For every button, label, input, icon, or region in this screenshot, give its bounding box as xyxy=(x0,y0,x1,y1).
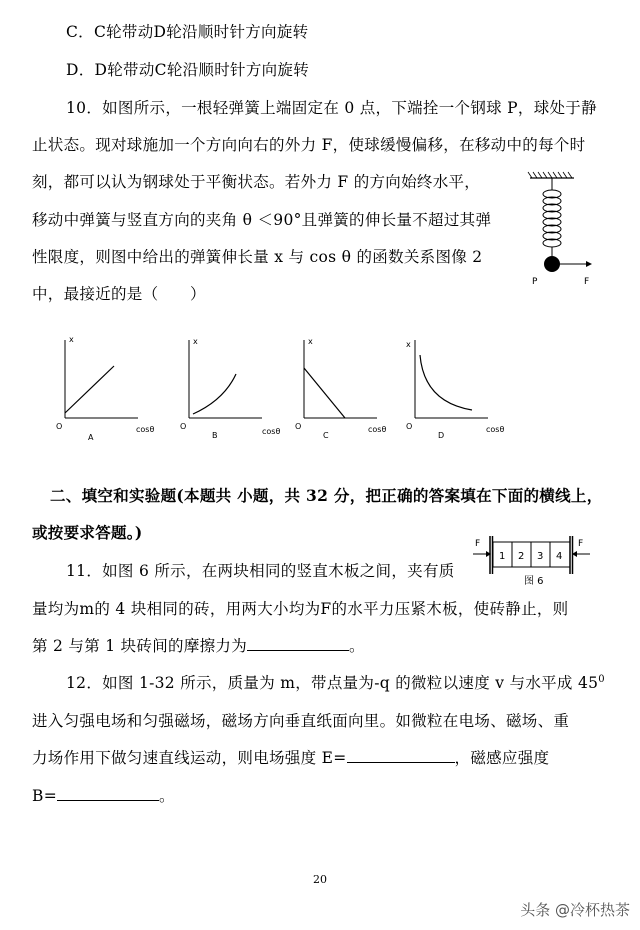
q10-line-2: 止状态。现对球施加一个方向向右的外力 F，使球缓慢偏移，在移动中的每个时 xyxy=(32,136,586,154)
steel-ball xyxy=(544,256,560,272)
y-label-d: x xyxy=(406,340,411,349)
q11-line-1: 11．如图 6 所示，在两块相同的竖直木板之间，夹有质 xyxy=(66,562,455,580)
y-label-b: x xyxy=(193,337,198,346)
option-c: C．C轮带动D轮沿顺时针方向旋转 xyxy=(66,23,309,41)
brick-1: 1 xyxy=(499,551,506,562)
option-label-c: C xyxy=(323,431,329,440)
q12-line-3 xyxy=(32,746,549,768)
q11-answer-blank[interactable] xyxy=(247,634,349,651)
force-right-label: F xyxy=(578,539,584,549)
origin-b: O xyxy=(180,422,187,431)
x-label-c: cosθ xyxy=(368,425,387,434)
q10-line-4: 移动中弹簧与竖直方向的夹角 θ ＜90°且弹簧的伸长量不超过其弹 xyxy=(32,211,492,229)
brick-3: 3 xyxy=(537,551,544,562)
q10-line-6: 中，最接近的是（ ） xyxy=(32,285,206,303)
q11-line-3-end: 。 xyxy=(349,637,365,655)
spring-figure xyxy=(522,168,602,293)
q12-line-1 xyxy=(66,671,605,693)
option-label-d: D xyxy=(438,431,445,440)
q12-b-answer-blank[interactable] xyxy=(57,784,159,801)
graph-d xyxy=(400,330,530,445)
q11-line-3 xyxy=(32,634,365,656)
label-p: P xyxy=(532,277,538,287)
graph-a xyxy=(50,330,180,445)
x-label-a: cosθ xyxy=(136,425,155,434)
q12-line-4-end: 。 xyxy=(158,787,175,805)
watermark: 头条 @冷杯热茶 xyxy=(520,901,630,919)
curve-c xyxy=(304,368,345,418)
q12-line-1-text: 12．如图 1-32 所示，质量为 m，带点量为-q 的微粒以速度 v 与水平成 45 xyxy=(66,674,599,692)
spring-coil xyxy=(543,190,561,247)
option-label-b: B xyxy=(212,431,218,440)
y-label-a: x xyxy=(69,335,74,344)
q12-line-3-mid: ，磁感应强度 xyxy=(454,749,550,767)
graph-b xyxy=(174,330,304,445)
origin-c: O xyxy=(295,422,302,431)
page-number: 20 xyxy=(313,873,327,886)
y-label-c: x xyxy=(308,337,313,346)
q12-line-3-text: 力场作用下做匀速直线运动，则电场强度 E= xyxy=(32,749,347,767)
label-f: F xyxy=(584,277,590,287)
q10-line-3: 刻，都可以认为钢球处于平衡状态。若外力 F 的方向始终水平， xyxy=(32,173,481,191)
curve-b xyxy=(193,374,236,414)
section-2-heading: 二、填空和实验题(本题共 小题，共 32 分，把正确的答案填在下面的横线上， xyxy=(50,486,603,505)
x-label-b: cosθ xyxy=(262,427,281,436)
q12-line-4 xyxy=(32,784,175,806)
q12-line-4-text: B= xyxy=(32,787,57,805)
force-left-label: F xyxy=(475,539,481,549)
q10-line-5: 性限度，则图中给出的弹簧伸长量 x 与 cos θ 的函数关系图像 2 xyxy=(32,248,483,266)
brick-figure xyxy=(470,532,600,588)
brick-4: 4 xyxy=(556,551,563,562)
origin-a: O xyxy=(56,422,63,431)
q11-line-3-text: 第 2 与第 1 块砖间的摩擦力为 xyxy=(32,637,248,655)
option-d: D．D轮带动C轮沿顺时针方向旋转 xyxy=(66,61,310,79)
q11-line-2: 量均为m的 4 块相同的砖，用两大小均为F的水平力压紧木板，使砖静止，则 xyxy=(32,600,569,618)
x-label-d: cosθ xyxy=(486,425,505,434)
section-2-heading-cont: 或按要求答题。) xyxy=(32,523,143,542)
curve-a xyxy=(65,366,114,413)
q12-e-answer-blank[interactable] xyxy=(347,746,455,763)
curve-d xyxy=(420,355,472,410)
figure-6-caption: 图 6 xyxy=(524,576,544,587)
q12-degree-sup: 0 xyxy=(598,673,605,685)
q12-line-2: 进入匀强电场和匀强磁场，磁场方向垂直纸面向里。如微粒在电场、磁场、重 xyxy=(32,712,570,730)
option-label-a: A xyxy=(88,433,94,442)
q10-line-1: 10．如图所示，一根轻弹簧上端固定在 0 点，下端拴一个钢球 P，球处于静 xyxy=(66,99,597,117)
origin-d: O xyxy=(406,422,413,431)
brick-2: 2 xyxy=(518,551,525,562)
